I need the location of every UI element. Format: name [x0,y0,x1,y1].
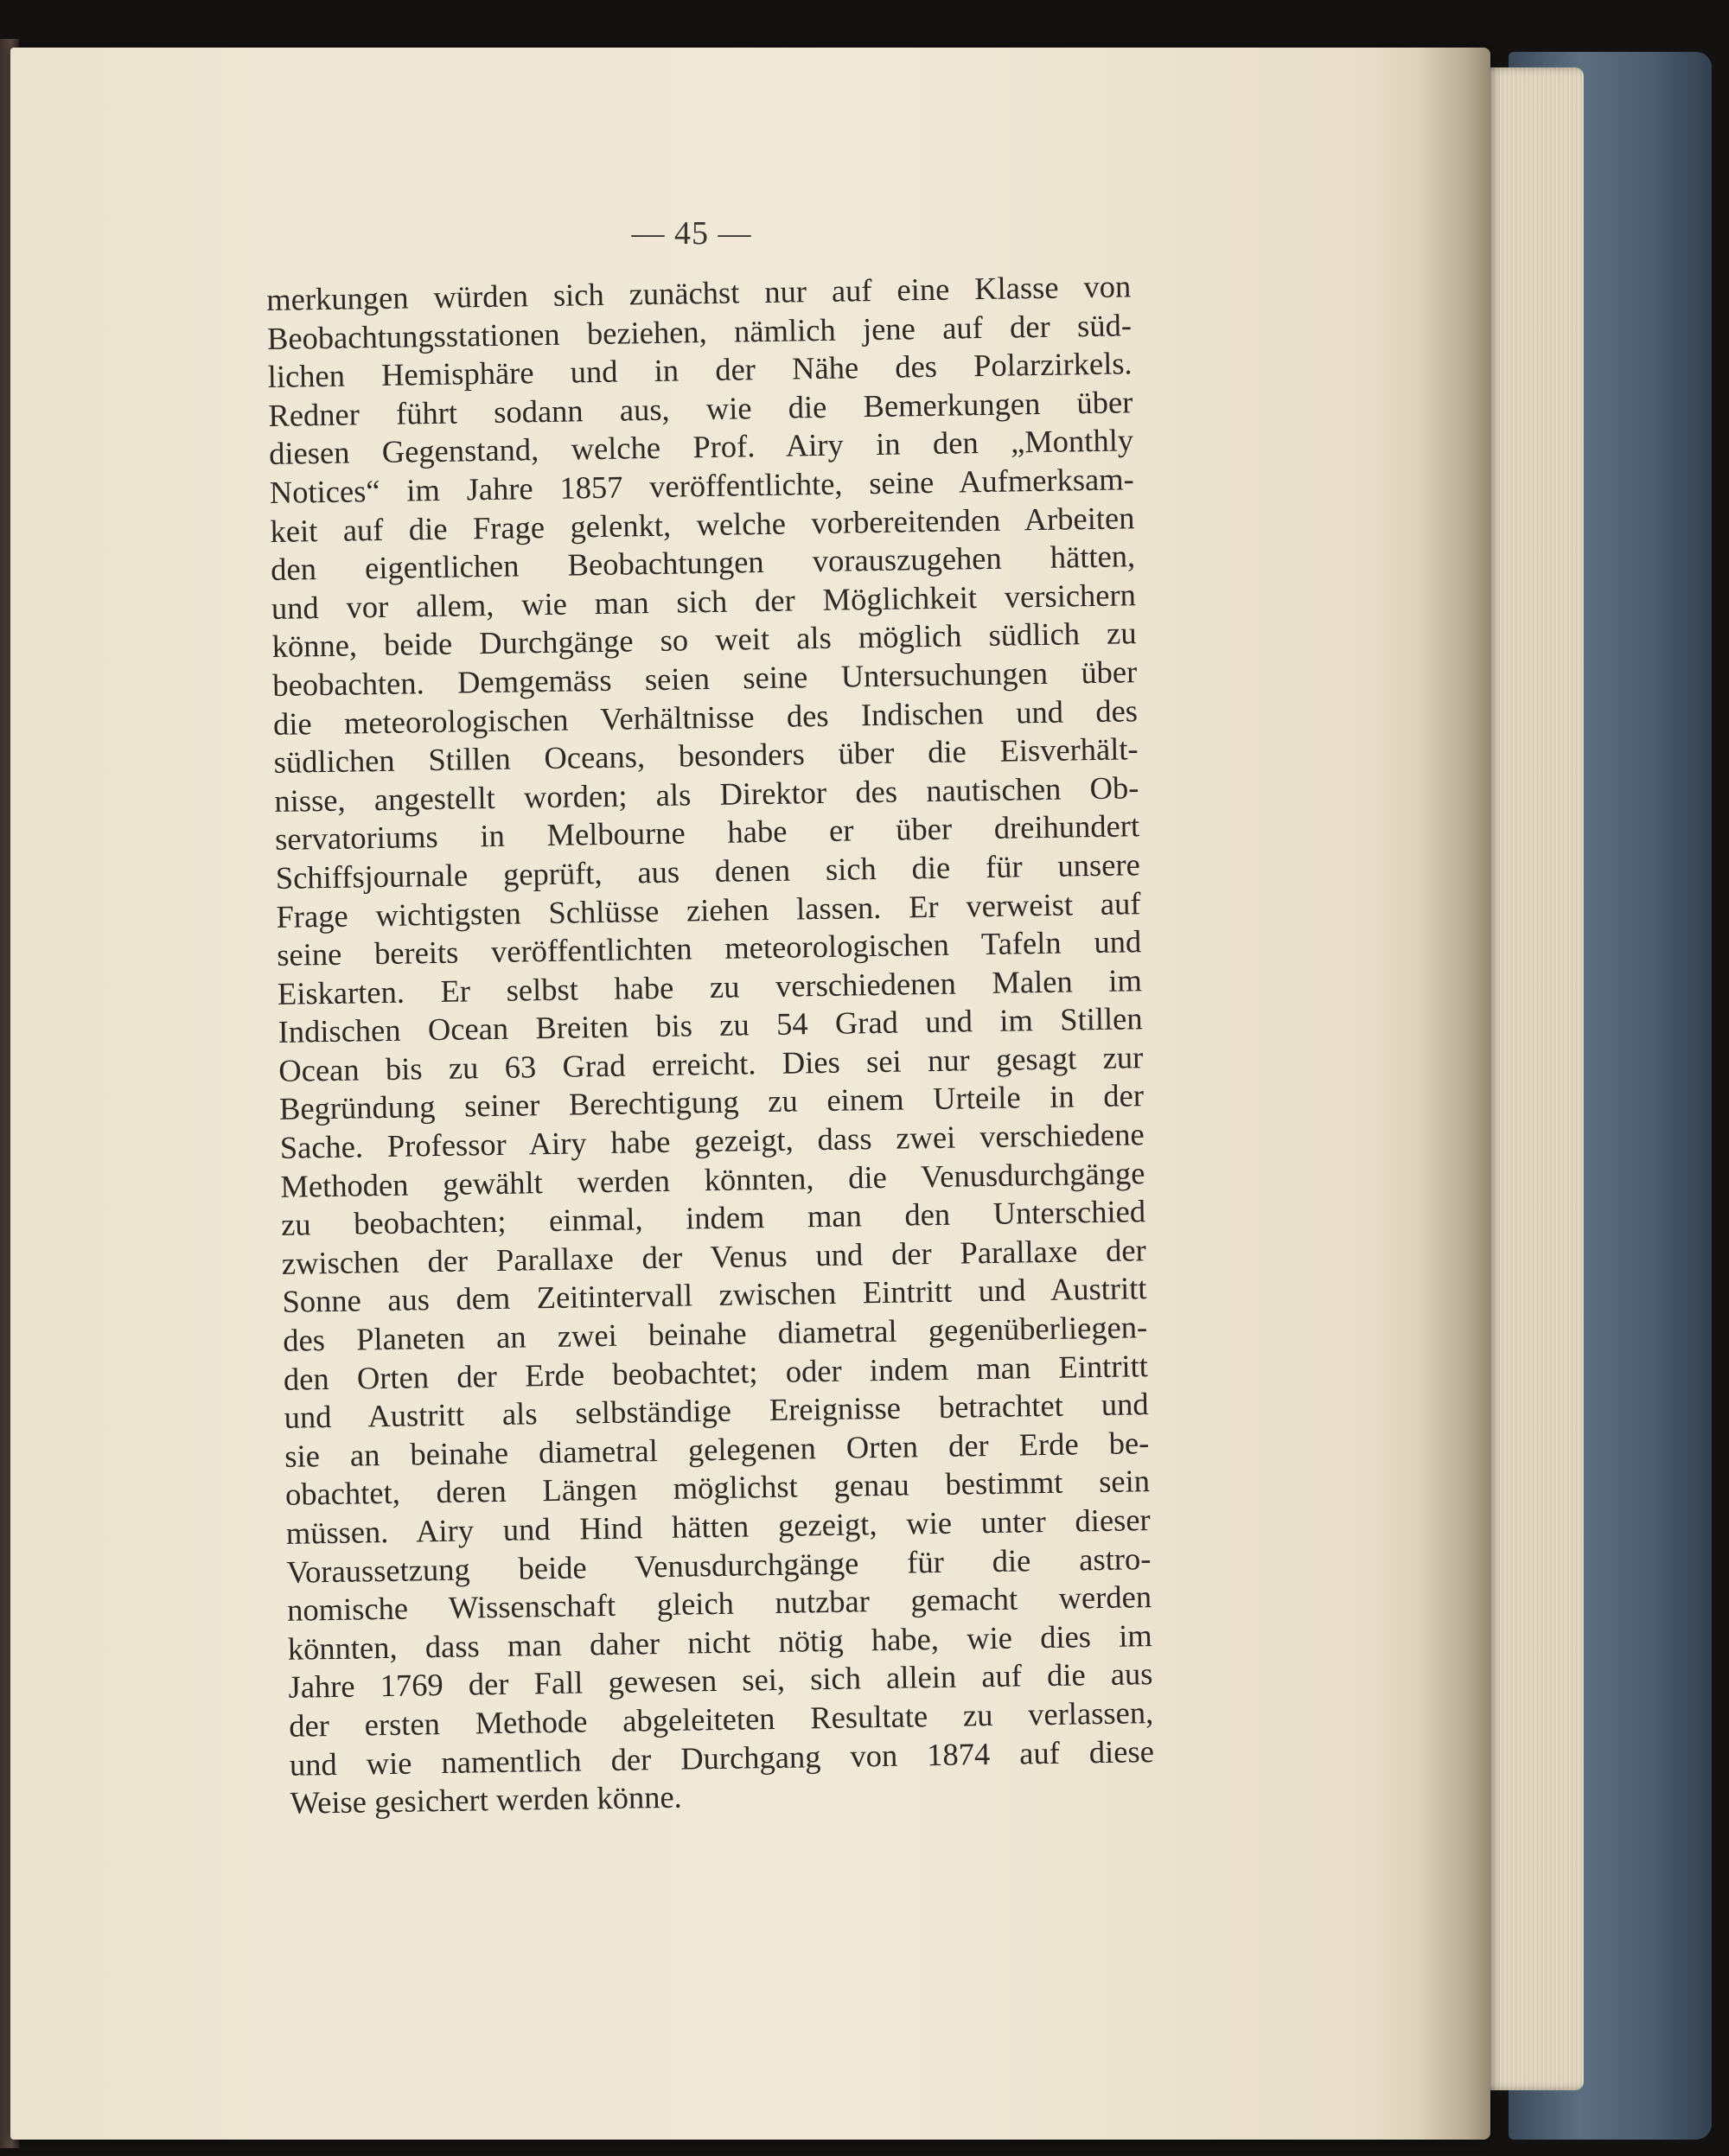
text-line: Eiskarten. Er selbst habe zu verschiedenen Malen im [277,961,1143,1011]
text-line: Voraussetzung beide Venusdurchgänge für die astro- [286,1540,1152,1590]
text-line: Sache. Professor Airy habe gezeigt, dass zwei verschiedene [279,1116,1145,1165]
text-line: den eigentlichen Beobachtungen vorauszugehen hätten, [270,538,1136,588]
text-line: und wie namentlich der Durchgang von 1874 auf diese [289,1732,1155,1783]
text-line: Jahre 1769 der Fall gewesen sei, sich allein auf die aus [288,1655,1153,1706]
text-line: Frage wichtigsten Schlüsse ziehen lassen. Er verweist auf [276,884,1141,934]
text-line: obachtet, deren Längen möglichst genau bestimmt sein [284,1463,1151,1513]
text-line: die meteorologischen Verhältnisse des Indischen und des [272,692,1139,742]
text-line: Sonne aus dem Zeitintervall zwischen Eintritt und Austritt [282,1270,1147,1320]
text-line: des Planeten an zwei beinahe diametral gegenüberliegen- [282,1309,1148,1358]
text-line: beobachten. Demgemäss seien seine Untersuchungen über [272,654,1138,703]
text-line: nomische Wissenschaft gleich nutzbar gemacht werden [286,1579,1152,1628]
text-line: könnten, dass man daher nicht nötig habe, wie dies im [287,1617,1153,1667]
text-line: Methoden gewählt werden könnten, die Venusdurchgänge [280,1154,1145,1204]
body-text [266,267,1155,1822]
text-line: und Austritt als selbständige Ereignisse betrachtet und [284,1386,1149,1436]
text-line: Redner führt sodann aus, wie die Bemerkungen über [268,384,1133,433]
text-line: müssen. Airy und Hind hätten gezeigt, wie unter dieser [285,1502,1151,1551]
text-line: Notices“ im Jahre 1857 veröffentlichte, seine Aufmerksam- [269,461,1135,510]
text-line: sie an beinahe diametral gelegenen Orten der Erde be- [284,1424,1150,1474]
text-line: nisse, angestellt worden; als Direktor des nautischen Ob- [274,769,1139,819]
text-line: diesen Gegenstand, welche Prof. Airy in den „Monthly [268,422,1134,472]
text-line: Ocean bis zu 63 Grad erreicht. Dies sei nur gesagt zur [278,1039,1144,1088]
text-line: südlichen Stillen Oceans, besonders über die Eisverhält- [273,730,1139,781]
text-line: den Orten der Erde beobachtet; oder indem man Eintritt [283,1347,1149,1397]
text-line: servatoriums in Melbourne habe er über dreihundert [274,807,1140,858]
text-line: zu beobachten; einmal, indem man den Unterschied [280,1193,1146,1243]
text-line: Schiffsjournale geprüft, aus denen sich die für unsere [275,846,1141,896]
text-line: könne, beide Durchgänge so weit als möglich südlich zu [271,615,1137,665]
page-edges [1480,67,1584,2090]
text-line: Begründung seiner Berechtigung zu einem Urteile in der [278,1077,1145,1127]
text-line: merkungen würden sich zunächst nur auf eine Klasse von [266,268,1132,317]
text-line: seine bereits veröffentlichten meteorologischen Tafeln und [276,923,1142,973]
text-line: Beobachtungsstationen beziehen, nämlich jene auf der süd- [266,306,1132,356]
page-curl-shadow [1418,48,1490,2140]
text-line: Indischen Ocean Breiten bis zu 54 Grad und im Stillen [278,1000,1143,1050]
text-line: Weise gesichert werden könne. [290,1778,683,1821]
text-line: und vor allem, wie man sich der Möglichkeit versichern [271,576,1137,626]
page-number: — 45 — [631,215,752,252]
text-line: zwischen der Parallaxe der Venus und der Parallaxe der [281,1231,1147,1281]
text-line: der ersten Methode abgeleiteten Resultate zu verlassen, [288,1694,1154,1744]
text-line: lichen Hemisphäre und in der Nähe des Polarzirkels. [267,345,1132,395]
text-line: keit auf die Frage gelenkt, welche vorbereitenden Arbeiten [270,499,1135,549]
